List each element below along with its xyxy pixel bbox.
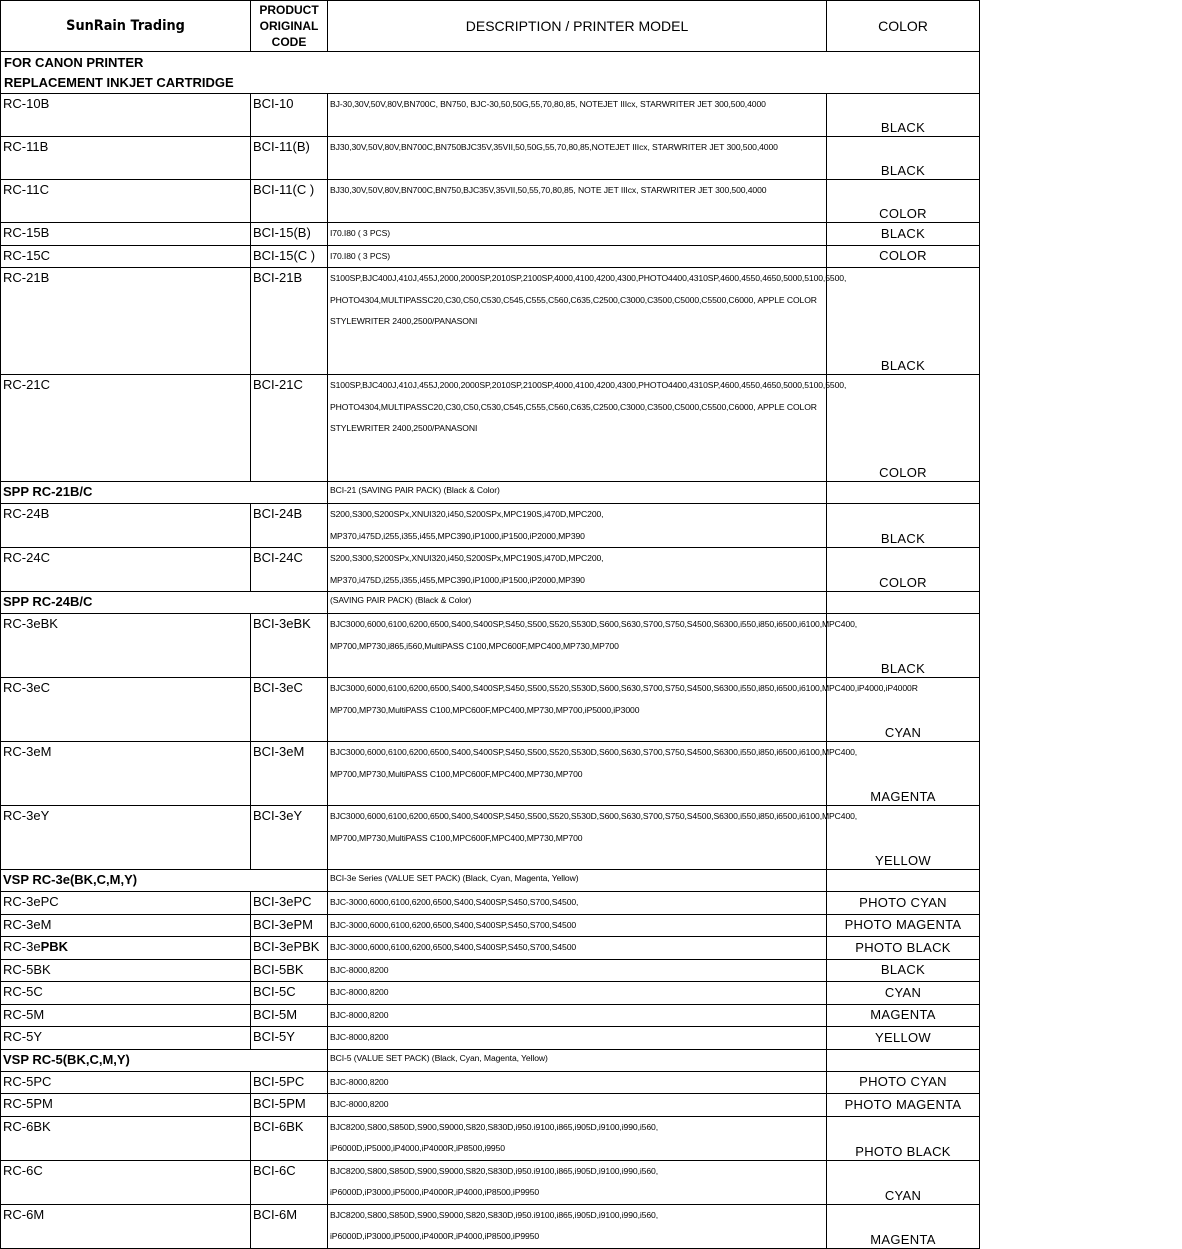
table-row bbox=[1, 892, 980, 915]
original-code: BCI-3eY bbox=[251, 806, 328, 870]
table-row bbox=[1, 375, 980, 482]
product-code: RC-3eBK bbox=[1, 614, 251, 678]
table-row bbox=[1, 742, 980, 806]
product-code: RC-5C bbox=[1, 982, 251, 1005]
header-row bbox=[1, 1, 980, 52]
product-code: RC-21C bbox=[1, 375, 251, 482]
table-row bbox=[1, 1094, 980, 1117]
original-code: BCI-5PC bbox=[251, 1071, 328, 1094]
ink-color: BLACK bbox=[827, 614, 980, 678]
table-row bbox=[1, 504, 980, 548]
product-code: RC-6M bbox=[1, 1204, 251, 1248]
ink-color: PHOTO CYAN bbox=[827, 892, 980, 915]
ink-color: COLOR bbox=[827, 180, 980, 223]
pack-row bbox=[1, 592, 980, 614]
printer-models: S100SP,BJC400J,410J,455J,2000,2000SP,2010SP,2100SP,4000,4100,4200,4300,PHOTO4400,4310SP,4600,4550,4650,5000,5100,5500, PHOTO4304,MULTIPASSC20,C30,C50,C530,C545,C555,C560,C635,C2500,C3000,C3500,C5000,C5500,C6000, APPLE COLOR STYLEWRITER 2400,2500/PANASONI bbox=[328, 375, 827, 482]
product-code: RC-5PC bbox=[1, 1071, 251, 1094]
product-code: RC-5Y bbox=[1, 1027, 251, 1050]
product-code: RC-21B bbox=[1, 268, 251, 375]
printer-models: S100SP,BJC400J,410J,455J,2000,2000SP,2010SP,2100SP,4000,4100,4200,4300,PHOTO4400,4310SP,4600,4550,4650,5000,5100,5500, PHOTO4304,MULTIPASSC20,C30,C50,C530,C545,C555,C560,C635,C2500,C3000,C3500,C5000,C5500,C6000, APPLE COLOR STYLEWRITER 2400,2500/PANASONI bbox=[328, 268, 827, 375]
table-row bbox=[1, 137, 980, 180]
ink-color: BLACK bbox=[827, 268, 980, 375]
printer-models: BJ30,30V,50V,80V,BN700C,BN750,BJC35V,35VII,50,55,70,80,85, NOTE JET IIIcx, STARWRITER JET 300,500,4000 bbox=[328, 180, 827, 223]
original-code: BCI-3eC bbox=[251, 678, 328, 742]
table-row bbox=[1, 982, 980, 1005]
printer-models: BJC-3000,6000,6100,6200,6500,S400,S400SP,S450,S700,S4500 bbox=[328, 914, 827, 937]
original-code: BCI-24B bbox=[251, 504, 328, 548]
pack-name: SPP RC-21B/C bbox=[1, 482, 328, 504]
product-code: RC-6C bbox=[1, 1160, 251, 1204]
table-row bbox=[1, 548, 980, 592]
orig-header-line: PRODUCT bbox=[259, 3, 319, 17]
original-code: BCI-5M bbox=[251, 1004, 328, 1027]
printer-models: BJC8200,S800,S850D,S900,S9000,S820,S830D,i950.i9100,i865,i905D,i9100,i990,i560, iP6000D,iP5000,iP4000,iP4000R,iP8500,i9950 bbox=[328, 1116, 827, 1160]
product-code bbox=[1, 937, 251, 960]
printer-models: BJC-3000,6000,6100,6200,6500,S400,S400SP,S450,S700,S4500 bbox=[328, 937, 827, 960]
ink-color: PHOTO CYAN bbox=[827, 1071, 980, 1094]
ink-color: BLACK bbox=[827, 94, 980, 137]
orig-header-line: ORIGINAL bbox=[259, 19, 319, 33]
product-code: RC-6BK bbox=[1, 1116, 251, 1160]
original-code: BCI-24C bbox=[251, 548, 328, 592]
product-code: RC-5M bbox=[1, 1004, 251, 1027]
ink-color: YELLOW bbox=[827, 1027, 980, 1050]
original-code: BCI-3eM bbox=[251, 742, 328, 806]
pack-name: SPP RC-24B/C bbox=[1, 592, 328, 614]
product-code-prefix: RC-3e bbox=[3, 939, 41, 954]
table-row bbox=[1, 614, 980, 678]
product-code: RC-15B bbox=[1, 223, 251, 246]
original-code: BCI-21C bbox=[251, 375, 328, 482]
printer-models: BJC-3000,6000,6100,6200,6500,S400,S400SP,S450,S700,S4500, bbox=[328, 892, 827, 915]
brand-name: SunRain Trading bbox=[66, 18, 185, 34]
product-code: RC-24B bbox=[1, 504, 251, 548]
product-code: RC-3eC bbox=[1, 678, 251, 742]
table-row bbox=[1, 937, 980, 960]
printer-models: BJC8200,S800,S850D,S900,S9000,S820,S830D,i950.i9100,i865,i905D,i9100,i990,i560, iP6000D,iP3000,iP5000,iP4000R,iP4000,iP8500,iP9950 bbox=[328, 1204, 827, 1248]
table-row bbox=[1, 959, 980, 982]
printer-models: S200,S300,S200SPx,XNUI320,i450,S200SPx,MPC190S,i470D,MPC200, MP370,i475D,i255,i355,i455,MPC390,iP1000,iP1500,iP2000,MP390 bbox=[328, 548, 827, 592]
table-row bbox=[1, 223, 980, 246]
pack-description: BCI-21 (SAVING PAIR PACK) (Black & Color) bbox=[328, 482, 827, 504]
product-code: RC-15C bbox=[1, 245, 251, 268]
ink-color: PHOTO MAGENTA bbox=[827, 1094, 980, 1117]
ink-color: CYAN bbox=[827, 1160, 980, 1204]
ink-color: COLOR bbox=[827, 375, 980, 482]
pack-name: VSP RC-3e(BK,C,M,Y) bbox=[1, 870, 328, 892]
pack-row bbox=[1, 482, 980, 504]
original-code: BCI-3ePBK bbox=[251, 937, 328, 960]
pack-description: BCI-5 (VALUE SET PACK) (Black, Cyan, Magenta, Yellow) bbox=[328, 1049, 827, 1071]
original-code: BCI-3ePM bbox=[251, 914, 328, 937]
table-row bbox=[1, 1071, 980, 1094]
table-row bbox=[1, 1004, 980, 1027]
ink-color: CYAN bbox=[827, 982, 980, 1005]
description-header: DESCRIPTION / PRINTER MODEL bbox=[328, 1, 827, 52]
table-row bbox=[1, 1160, 980, 1204]
original-code: BCI-15(B) bbox=[251, 223, 328, 246]
original-code: BCI-6M bbox=[251, 1204, 328, 1248]
ink-color: CYAN bbox=[827, 678, 980, 742]
product-code-suffix: PBK bbox=[40, 939, 69, 954]
printer-models: BJC-8000,8200 bbox=[328, 959, 827, 982]
product-code: RC-11B bbox=[1, 137, 251, 180]
ink-color: BLACK bbox=[827, 137, 980, 180]
original-code: BCI-6C bbox=[251, 1160, 328, 1204]
product-code: RC-11C bbox=[1, 180, 251, 223]
ink-color: BLACK bbox=[827, 223, 980, 246]
table-row bbox=[1, 914, 980, 937]
table-row bbox=[1, 678, 980, 742]
table-row bbox=[1, 268, 980, 375]
color-cell bbox=[827, 870, 980, 892]
color-cell bbox=[827, 482, 980, 504]
table-row bbox=[1, 180, 980, 223]
original-code: BCI-15(C ) bbox=[251, 245, 328, 268]
section-row bbox=[1, 52, 980, 94]
product-code: RC-5PM bbox=[1, 1094, 251, 1117]
ink-color: COLOR bbox=[827, 548, 980, 592]
pack-row bbox=[1, 1049, 980, 1071]
section-line: REPLACEMENT INKJET CARTRIDGE bbox=[4, 75, 234, 90]
section-line: FOR CANON PRINTER bbox=[4, 55, 144, 70]
printer-models: BJC-8000,8200 bbox=[328, 982, 827, 1005]
table-row bbox=[1, 245, 980, 268]
ink-color: MAGENTA bbox=[827, 1004, 980, 1027]
printer-models: BJC3000,6000,6100,6200,6500,S400,S400SP,S450,S500,S520,S530D,S600,S630,S700,S750,S4500,S6300,i550,i850,i6500,i6100,MPC400, MP700,MP730,i865,i560,MultiPASS C100,MPC600F,MPC400,MP730,MP700 bbox=[328, 614, 827, 678]
original-code: BCI-3eBK bbox=[251, 614, 328, 678]
original-code: BCI-5PM bbox=[251, 1094, 328, 1117]
product-code: RC-5BK bbox=[1, 959, 251, 982]
printer-models: S200,S300,S200SPx,XNUI320,i450,S200SPx,MPC190S,i470D,MPC200, MP370,i475D,i255,i355,i455,MPC390,iP1000,iP1500,iP2000,MP390 bbox=[328, 504, 827, 548]
printer-models: BJC3000,6000,6100,6200,6500,S400,S400SP,S450,S500,S520,S530D,S600,S630,S700,S750,S4500,S6300,i550,i850,i6500,i6100,MPC400, MP700,MP730,MultiPASS C100,MPC600F,MPC400,MP730,MP700 bbox=[328, 742, 827, 806]
table-row bbox=[1, 94, 980, 137]
color-header: COLOR bbox=[827, 1, 980, 52]
ink-color: PHOTO BLACK bbox=[827, 1116, 980, 1160]
ink-color: COLOR bbox=[827, 245, 980, 268]
original-code: BCI-5BK bbox=[251, 959, 328, 982]
ink-color: MAGENTA bbox=[827, 1204, 980, 1248]
printer-models: I70.I80 ( 3 PCS) bbox=[328, 245, 827, 268]
ink-color: PHOTO MAGENTA bbox=[827, 914, 980, 937]
table-row bbox=[1, 1027, 980, 1050]
printer-models: BJ-30,30V,50V,80V,BN700C, BN750, BJC-30,50,50G,55,70,80,85, NOTEJET IIIcx, STARWRITER JET 300,500,4000 bbox=[328, 94, 827, 137]
ink-color: YELLOW bbox=[827, 806, 980, 870]
printer-models: BJC-8000,8200 bbox=[328, 1004, 827, 1027]
original-code: BCI-10 bbox=[251, 94, 328, 137]
printer-models: BJC3000,6000,6100,6200,6500,S400,S400SP,S450,S500,S520,S530D,S600,S630,S700,S750,S4500,S6300,i550,i850,i6500,i6100,MPC400,iP4000,iP4000R MP700,MP730,MultiPASS C100,MPC600F,MPC400,MP730,MP700,iP5000,iP3000 bbox=[328, 678, 827, 742]
product-code: RC-3eY bbox=[1, 806, 251, 870]
printer-models: BJC-8000,8200 bbox=[328, 1071, 827, 1094]
printer-models: BJC-8000,8200 bbox=[328, 1094, 827, 1117]
pack-description: BCI-3e Series (VALUE SET PACK) (Black, Cyan, Magenta, Yellow) bbox=[328, 870, 827, 892]
original-code-header bbox=[251, 1, 328, 52]
orig-header-line: CODE bbox=[271, 35, 307, 49]
color-cell bbox=[827, 592, 980, 614]
original-code: BCI-5C bbox=[251, 982, 328, 1005]
section-title bbox=[1, 52, 980, 94]
printer-models: BJC8200,S800,S850D,S900,S9000,S820,S830D,i950.i9100,i865,i905D,i9100,i990,i560, iP6000D,iP3000,iP5000,iP4000R,iP4000,iP8500,iP9950 bbox=[328, 1160, 827, 1204]
product-code: RC-10B bbox=[1, 94, 251, 137]
product-code: RC-3ePC bbox=[1, 892, 251, 915]
ink-color: PHOTO BLACK bbox=[827, 937, 980, 960]
printer-models: I70.I80 ( 3 PCS) bbox=[328, 223, 827, 246]
table-row bbox=[1, 1116, 980, 1160]
product-code: RC-3eM bbox=[1, 742, 251, 806]
printer-models: BJC-8000,8200 bbox=[328, 1027, 827, 1050]
original-code: BCI-11(B) bbox=[251, 137, 328, 180]
pack-name: VSP RC-5(BK,C,M,Y) bbox=[1, 1049, 328, 1071]
ink-color: MAGENTA bbox=[827, 742, 980, 806]
original-code: BCI-21B bbox=[251, 268, 328, 375]
ink-color: BLACK bbox=[827, 504, 980, 548]
original-code: BCI-3ePC bbox=[251, 892, 328, 915]
original-code: BCI-6BK bbox=[251, 1116, 328, 1160]
product-code: RC-3eM bbox=[1, 914, 251, 937]
color-cell bbox=[827, 1049, 980, 1071]
table-row bbox=[1, 806, 980, 870]
pack-description: (SAVING PAIR PACK) (Black & Color) bbox=[328, 592, 827, 614]
ink-color: BLACK bbox=[827, 959, 980, 982]
pack-row bbox=[1, 870, 980, 892]
printer-models: BJ30,30V,50V,80V,BN700C,BN750BJC35V,35VII,50,50G,55,70,80,85,NOTEJET IIIcx, STARWRITER JET 300,500,4000 bbox=[328, 137, 827, 180]
product-code: RC-24C bbox=[1, 548, 251, 592]
original-code: BCI-5Y bbox=[251, 1027, 328, 1050]
brand-header bbox=[1, 1, 251, 52]
original-code: BCI-11(C ) bbox=[251, 180, 328, 223]
table-row bbox=[1, 1204, 980, 1248]
printer-models: BJC3000,6000,6100,6200,6500,S400,S400SP,S450,S500,S520,S530D,S600,S630,S700,S750,S4500,S6300,i550,i850,i6500,i6100,MPC400, MP700,MP730,MultiPASS C100,MPC600F,MPC400,MP730,MP700 bbox=[328, 806, 827, 870]
